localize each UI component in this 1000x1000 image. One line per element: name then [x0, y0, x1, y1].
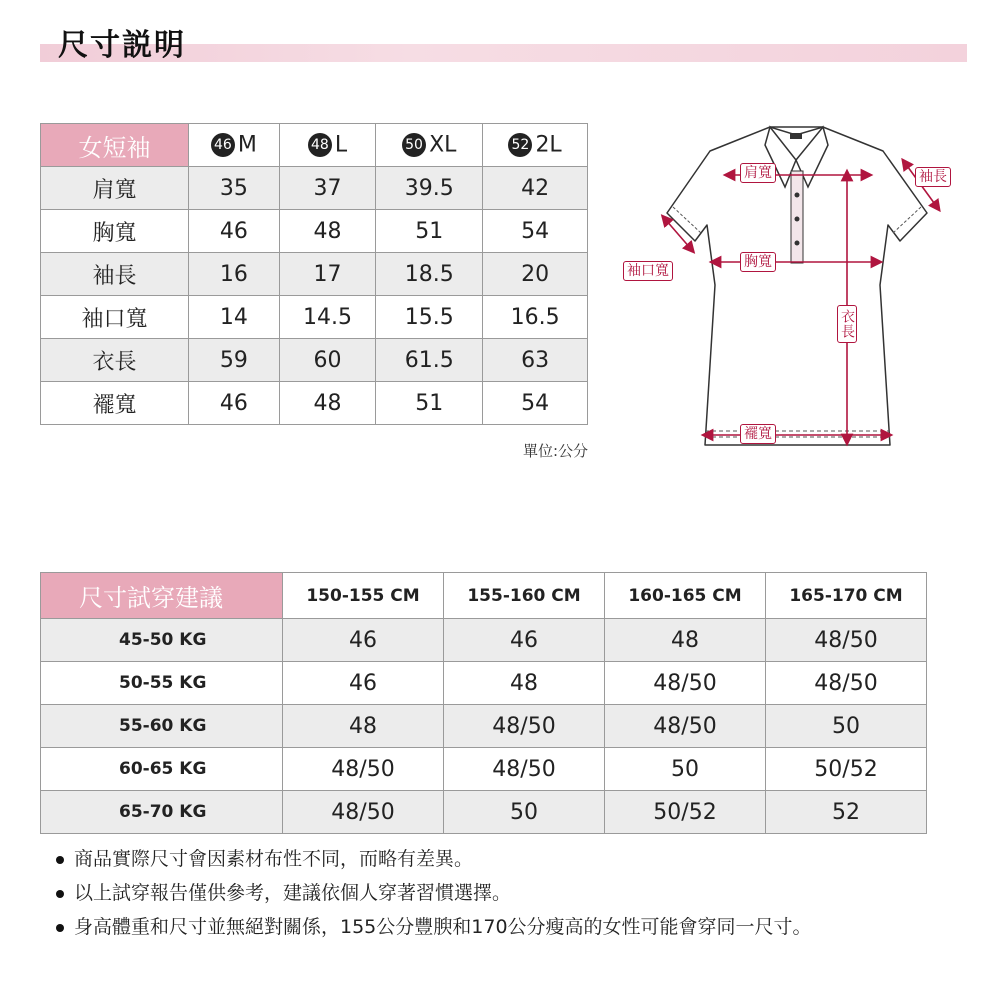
size-number-badge: 52 — [508, 133, 532, 157]
table-cell: 48/50 — [283, 791, 444, 834]
table-cell: 48/50 — [766, 619, 927, 662]
table-cell: 46 — [444, 619, 605, 662]
table-cell: 50 — [766, 705, 927, 748]
table-row — [41, 705, 927, 748]
size-header-cell — [483, 124, 588, 167]
table-cell: 48/50 — [605, 662, 766, 705]
height-header: 150-155 CM — [283, 573, 444, 619]
size-header-cell — [189, 124, 280, 167]
table-cell: 20 — [483, 253, 588, 296]
table-cell: 46 — [189, 382, 280, 425]
table-cell: 51 — [376, 210, 483, 253]
chest-width-tag: 胸寬 — [740, 252, 776, 272]
table-cell: 48 — [283, 705, 444, 748]
table-row — [41, 748, 927, 791]
height-header: 160-165 CM — [605, 573, 766, 619]
table-cell: 61.5 — [376, 339, 483, 382]
table-cell: 48 — [605, 619, 766, 662]
table-cell: 48 — [444, 662, 605, 705]
size-label: XL — [429, 132, 457, 158]
table-cell: 48 — [279, 210, 376, 253]
table-cell: 35 — [189, 167, 280, 210]
cuff-width-tag: 袖口寬 — [623, 261, 673, 281]
table-row — [41, 619, 927, 662]
table-row — [41, 339, 588, 382]
table-cell: 48/50 — [605, 705, 766, 748]
table-cell: 16.5 — [483, 296, 588, 339]
table-cell: 63 — [483, 339, 588, 382]
size-header-cell — [376, 124, 483, 167]
weight-label: 60-65 KG — [41, 748, 283, 791]
table-row — [41, 167, 588, 210]
table-cell: 18.5 — [376, 253, 483, 296]
row-label: 胸寬 — [41, 210, 189, 253]
table-cell: 48/50 — [444, 705, 605, 748]
table-cell: 54 — [483, 382, 588, 425]
table-cell: 48/50 — [444, 748, 605, 791]
table-cell: 59 — [189, 339, 280, 382]
row-label: 肩寬 — [41, 167, 189, 210]
shirt-diagram — [615, 115, 965, 475]
row-label: 袖長 — [41, 253, 189, 296]
table-cell: 48/50 — [283, 748, 444, 791]
size-label: L — [334, 132, 348, 158]
hem-width-tag: 襬寬 — [740, 424, 776, 444]
table-cell: 37 — [279, 167, 376, 210]
note-item: 商品實際尺寸會因素材布性不同，而略有差異。 — [56, 842, 976, 876]
fit-table — [40, 572, 927, 834]
table-cell: 46 — [283, 662, 444, 705]
size-number-badge: 46 — [211, 133, 235, 157]
size-table — [40, 123, 588, 425]
row-label: 襬寬 — [41, 382, 189, 425]
table-row — [41, 382, 588, 425]
table-row — [41, 210, 588, 253]
weight-label: 45-50 KG — [41, 619, 283, 662]
table-row — [41, 253, 588, 296]
size-table-corner: 女短袖 — [41, 124, 189, 167]
height-header: 165-170 CM — [766, 573, 927, 619]
notes-list — [56, 842, 976, 944]
table-cell: 48/50 — [766, 662, 927, 705]
size-number-badge: 48 — [308, 133, 332, 157]
table-cell: 39.5 — [376, 167, 483, 210]
table-cell: 50 — [444, 791, 605, 834]
section-header — [40, 20, 967, 66]
table-cell: 16 — [189, 253, 280, 296]
note-item: 身高體重和尺寸並無絕對關係，155公分豐腴和170公分瘦高的女性可能會穿同一尺寸。 — [56, 910, 976, 944]
body-length-tag: 衣長 — [837, 305, 857, 343]
table-cell: 42 — [483, 167, 588, 210]
weight-label: 65-70 KG — [41, 791, 283, 834]
table-cell: 14.5 — [279, 296, 376, 339]
page-title: 尺寸説明 — [58, 28, 186, 63]
size-number-badge: 50 — [402, 133, 426, 157]
table-cell: 60 — [279, 339, 376, 382]
table-cell: 50/52 — [605, 791, 766, 834]
table-cell: 52 — [766, 791, 927, 834]
row-label: 衣長 — [41, 339, 189, 382]
table-cell: 14 — [189, 296, 280, 339]
row-label: 袖口寬 — [41, 296, 189, 339]
table-row — [41, 662, 927, 705]
table-cell: 46 — [283, 619, 444, 662]
fit-table-header-row — [41, 573, 927, 619]
size-header-cell — [279, 124, 376, 167]
weight-label: 50-55 KG — [41, 662, 283, 705]
sleeve-length-tag: 袖長 — [915, 167, 951, 187]
table-cell: 50 — [605, 748, 766, 791]
table-cell: 17 — [279, 253, 376, 296]
table-cell: 51 — [376, 382, 483, 425]
shoulder-width-tag: 肩寬 — [740, 163, 776, 183]
polo-shirt-icon — [615, 115, 965, 475]
size-label: 2L — [535, 132, 562, 158]
table-cell: 48 — [279, 382, 376, 425]
table-cell: 46 — [189, 210, 280, 253]
height-header: 155-160 CM — [444, 573, 605, 619]
unit-note: 單位:公分 — [522, 442, 588, 460]
table-row — [41, 791, 927, 834]
fit-table-corner: 尺寸試穿建議 — [41, 573, 283, 619]
table-row — [41, 296, 588, 339]
table-cell: 54 — [483, 210, 588, 253]
table-cell: 15.5 — [376, 296, 483, 339]
size-table-header-row — [41, 124, 588, 167]
note-item: 以上試穿報告僅供參考，建議依個人穿著習慣選擇。 — [56, 876, 976, 910]
table-cell: 50/52 — [766, 748, 927, 791]
size-label: M — [237, 132, 257, 158]
weight-label: 55-60 KG — [41, 705, 283, 748]
